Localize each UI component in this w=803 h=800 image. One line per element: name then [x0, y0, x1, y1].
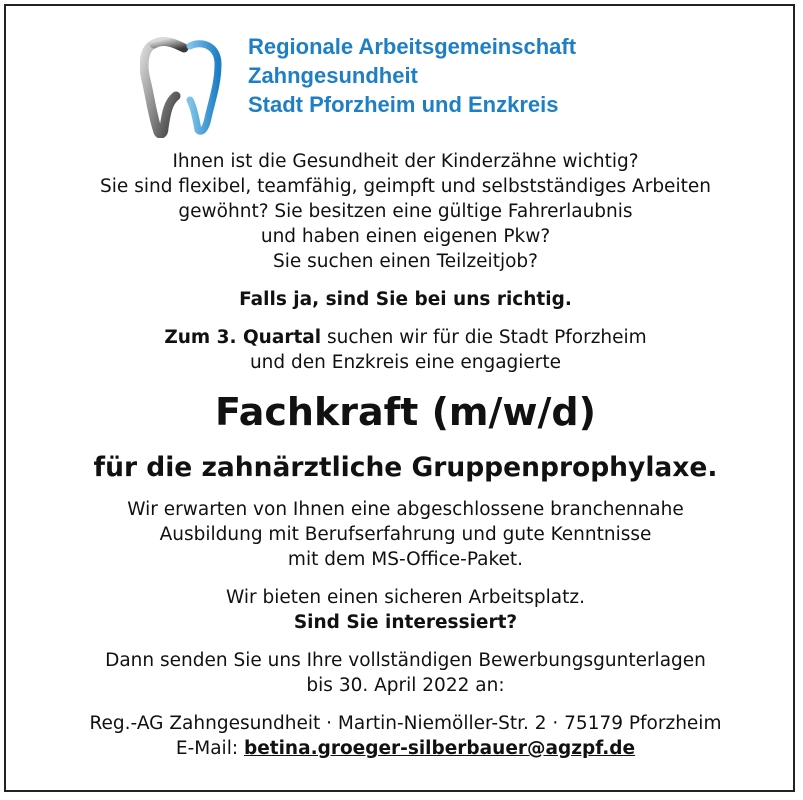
job-subtitle: für die zahnärztliche Gruppenprophylaxe. — [93, 452, 718, 483]
org-line-1: Regionale Arbeitsgemeinschaft — [248, 34, 577, 59]
quarter-bold: Zum 3. Quartal — [164, 327, 322, 348]
intro-line-5: Sie suchen einen Teilzeitjob? — [273, 251, 538, 272]
expect-line-1: Wir erwarten von Ihnen eine abgeschlossene branchennahe — [127, 499, 684, 520]
org-line-3: Stadt Pforzheim und Enzkreis — [248, 92, 559, 117]
intro-line-2: Sie sind flexibel, teamfähig, geimpft und selbstständiges Arbeiten — [100, 176, 711, 197]
quarter-line-2: und den Enzkreis eine engagierte — [249, 352, 562, 373]
question-text: Sind Sie interessiert? — [293, 612, 518, 633]
apply-line-2: bis 30. April 2022 an: — [306, 675, 505, 696]
expect-line-3: mit dem MS-Office-Paket. — [287, 549, 524, 570]
address-text: Reg.-AG Zahngesundheit · Martin-Niemöller-Str. 2 · 75179 Pforzheim — [89, 713, 722, 734]
intro-line-4: und haben einen eigenen Pkw? — [260, 226, 551, 247]
intro-line-1: Ihnen ist die Gesundheit der Kinderzähne wichtig? — [172, 151, 639, 172]
org-line-2: Zahngesundheit — [248, 63, 418, 88]
apply-line-1: Dann senden Sie uns Ihre vollständigen Bewerbungsgunterlagen — [105, 650, 706, 671]
job-title: Fachkraft (m/w/d) — [215, 390, 596, 434]
email-label: E-Mail: — [175, 738, 244, 759]
logo-block — [140, 30, 660, 140]
intro-line-3: gewöhnt? Sie besitzen eine gültige Fahrerlaubnis — [178, 201, 633, 222]
quarter-line-1 — [6, 326, 803, 350]
offer-text: Wir bieten einen sicheren Arbeitsplatz. — [226, 587, 585, 608]
organization-name — [248, 32, 576, 119]
ad-frame — [4, 4, 795, 792]
expect-line-2: Ausbildung mit Berufserfahrung und gute Kenntnisse — [159, 524, 652, 545]
quarter-rest: suchen wir für die Stadt Pforzheim — [321, 327, 647, 348]
email-link[interactable]: betina.groeger-silberbauer@agzpf.de — [243, 738, 636, 759]
callout-text: Falls ja, sind Sie bei uns richtig. — [239, 289, 572, 310]
email-line — [6, 737, 803, 761]
tooth-logo-icon — [140, 34, 224, 138]
